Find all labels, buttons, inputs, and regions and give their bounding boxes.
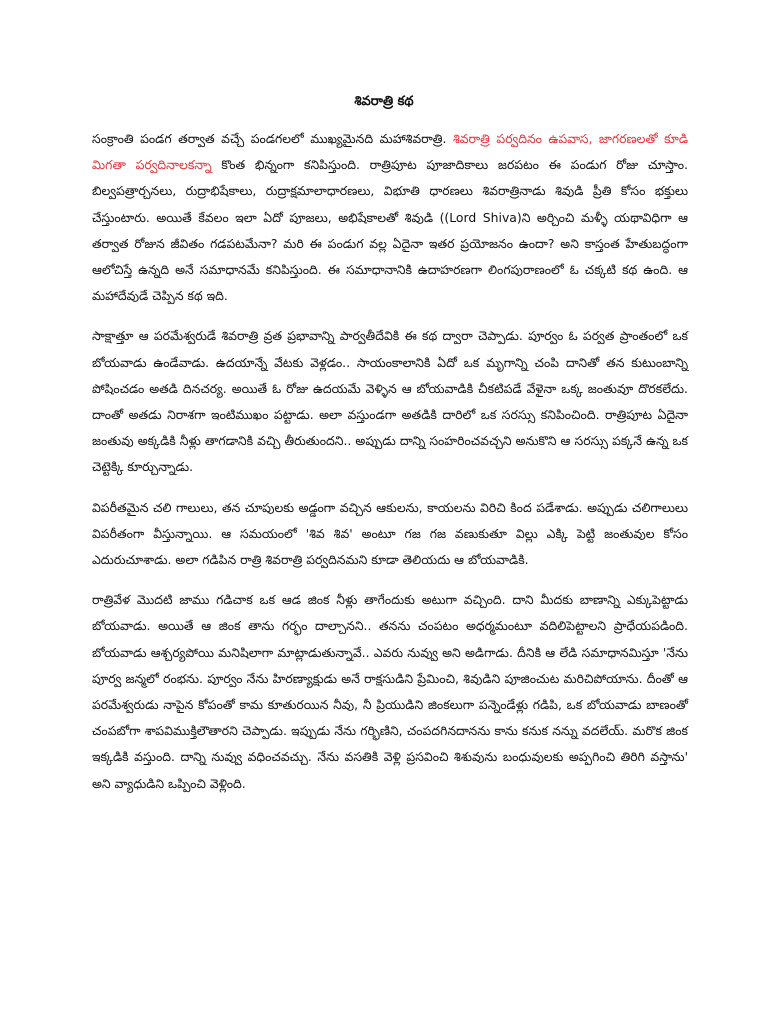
document-body (92, 126, 688, 811)
paragraph-2: సాక్షాత్తూ ఆ పరమేశ్వరుడే శివరాత్రి వ్రత ప్రభావాన్ని పార్వతీదేవికి ఈ కథ ద్వారా చెప్పాడు. పూర్వం ఓ పర్వత ప్రాంతంలో ఒక బోయవాడు ఉండేవాడు. ఉదయాన్నే వేటకు వెళ్లడం.. సాయంకాలానికి ఏదో ఒక మృగాన్ని చంపి దానితో తన కుటుంబాన్ని పోషించడం అతడి దినచర్య. అయితే ఓ రోజు ఉదయమే వెళ్ళిన ఆ బోయవాడికి చీకటిపడే వేళైనా ఒక్క జంతువూ దొరకలేదు. దాంతో అతడు నిరాశగా ఇంటిముఖం పట్టాడు. అలా వస్తుండగా అతడికి దారిలో ఒక సరస్సు కనిపించింది. రాత్రిపూట ఏదైనా జంతువు అక్కడికి నీళ్లు తాగడానికి వచ్చి తీరుతుందని.. అప్పుడు దాన్ని సంహరించవచ్చని అనుకొని ఆ సరస్సు పక్కనే ఉన్న ఒక చెట్టెక్కి కూర్చున్నాడు. (92, 328, 688, 475)
paragraph-1-highlight: శివరాత్రి పర్వదినం ఉపవాస, జాగరణలతో కూడి మిగతా పర్వదినాలకన్నా (92, 131, 688, 173)
paragraph-1-rest: కొంత భిన్నంగా కనిపిస్తుంది. రాత్రిపూట పూజాదికాలు జరపటం ఈ పండుగ రోజు చూస్తాం. బిల్వపత్రార్చనలు, రుద్రాభిషేకాలు, రుద్రాక్షమాలాధారణలు, విభూతి ధారణలు శివరాత్రినాడు శివుడి ప్రీతి కోసం భక్తులు చేస్తుంటారు. అయితే కేవలం ఇలా ఏదో పూజలు, అభిషేకాలతో శివుడి ((Lord Shiva)ని అర్చించి మళ్ళీ యథావిధిగా ఆ తర్వాత రోజున జీవితం గడపటమేనా? మరి ఈ పండుగ వల్ల ఏదైనా ఇతర ప్రయోజనం ఉందా? అని కాస్తంత హేతుబద్ధంగా ఆలోచిస్తే ఉన్నది అనే సమాధానమే కనిపిస్తుంది. ఈ సమాధానానికి ఉదాహరణగా లింగపురాణంలో ఓ చక్కటి కథ ఉంది. ఆ మహాదేవుడే చెప్పిన కథ ఇది. (92, 157, 688, 304)
paragraph-4: రాత్రివేళ మొదటి జాము గడిచాక ఒక ఆడ జింక నీళ్లు తాగేందుకు అటుగా వచ్చింది. దాని మీదకు బాణాన్ని ఎక్కుపెట్టాడు బోయవాడు. అయితే ఆ జింక తాను గర్భం దాల్చానని.. తనను చంపటం అధర్మమంటూ వదిలిపెట్టాలని ప్రాధేయపడింది. బోయవాడు ఆశ్చర్యపోయి మనిషిలాగా మాట్లాడుతున్నావే.. ఎవరు నువ్వు అని అడిగాడు. దీనికి ఆ లేడి సమాధానమిస్తూ 'నేను పూర్వ జన్మలో రంభను. పూర్వం నేను హిరణ్యాక్షుడు అనే రాక్షసుడిని ప్రేమించి, శివుడిని పూజించుట మరిచిపోయాను. దీంతో ఆ పరమేశ్వరుడు నాపైన కోపంతో కామ కూతురయిన నీవు, నీ ప్రియుడిని జింకలుగా పన్నెండేళ్లు గడిపి, ఒక బోయవాడు బాణంతో చంపబోగా శాపవిముక్తిలౌతారని చెప్పాడు. ఇప్పుడు నేను గర్భిణిని, చంపదగినదానను కాను కనుక నన్ను వదలేయ్. మరొక జింక ఇక్కడికి వస్తుంది. దాన్ని నువ్వు వధించవచ్చు. నేను వసతికి వెళ్లి ప్రసవించి శిశువును బంధువులకు అప్పగించి తిరిగి వస్తాను' అని వ్యాధుడిని ఒప్పించి వెళ్లింది. (92, 592, 688, 791)
paragraph-3: విపరీతమైన చలి గాలులు, తన చూపులకు అడ్డంగా వచ్చిన ఆకులను, కాయలను విరిచి కింద పడేశాడు. అప్పుడు చలిగాలులు విపరీతంగా వీస్తున్నాయి. ఆ సమయంలో 'శివ శివ' అంటూ గజ గజ వణుకుతూ విల్లు ఎక్కి పెట్టి జంతువుల కోసం ఎదురుచూశాడు. అలా గడిపిన రాత్రి శివరాత్రి పర్వదినమని కూడా తెలియదు ఆ బోయవాడికి. (92, 499, 688, 568)
document-title: శివరాత్రి కథ (354, 94, 414, 109)
paragraph-1-intro: సంక్రాంతి పండగ తర్వాత వచ్చే పండగలలో ముఖ్యమైనది మహాశివరాత్రి. (92, 131, 453, 146)
paragraph-1 (92, 126, 688, 309)
